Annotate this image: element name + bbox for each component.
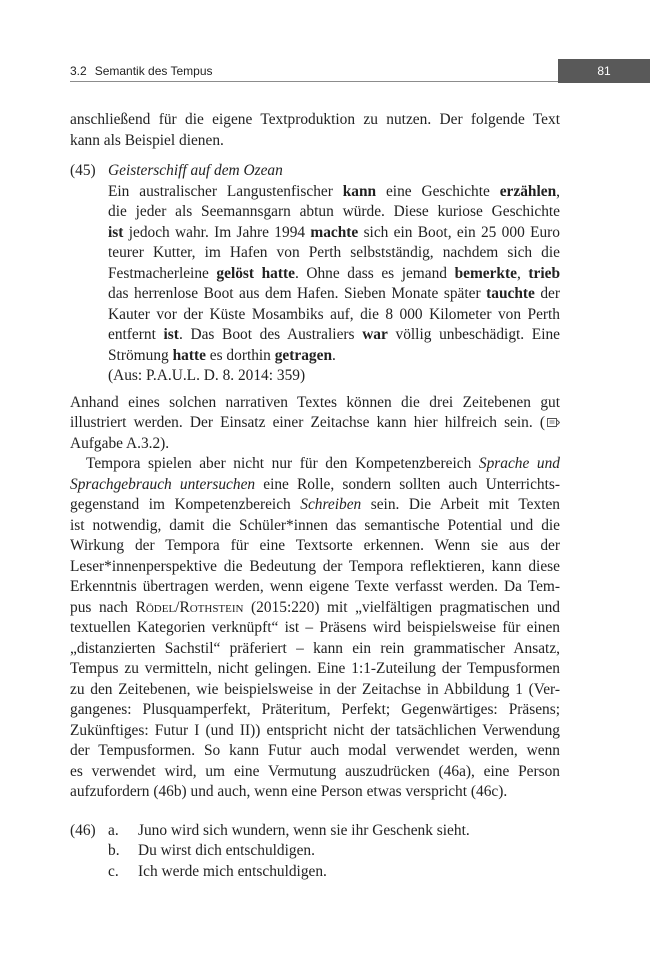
example-46	[70, 821, 560, 883]
section-title: Semantik des Tempus	[94, 64, 213, 78]
item-letter: a.	[108, 821, 119, 839]
item-text: Du wirst dich entschuldigen.	[138, 842, 315, 859]
text-line: Festmacherleine gelöst hatte. Ohne dass es jemand bemerkte, trieb	[108, 264, 560, 282]
text-line-content: illustriert werden. Der Einsatz einer Zeitachse kann hier hilfreich sein. (	[70, 414, 545, 431]
text-line: Erkenntnis übertragen werden, wenn eigene Texte verfasst werden. Da Tem-	[70, 578, 560, 595]
text-line: die jeder als Seemannsgarn abtun würde. Diese kuriose Geschichte	[108, 203, 560, 220]
section-number: 3.2	[70, 64, 87, 78]
text-line: gegenstand im Kompetenzbereich Schreiben sein. Die Arbeit mit Texten	[70, 496, 560, 513]
example-45-body	[108, 161, 560, 387]
item-letter: c.	[108, 862, 119, 880]
text-line	[70, 413, 560, 434]
text-line: Tempora spielen aber nicht nur für den Kompetenzbereich Sprache und	[86, 455, 560, 472]
intro-paragraph	[70, 110, 560, 151]
example-item	[70, 821, 560, 842]
body-text	[70, 110, 560, 882]
example-title: Geisterschiff auf dem Ozean	[108, 162, 283, 179]
text-line: Kauter vor der Küste Mosambiks auf, die 8 000 Kilometer von Perth	[108, 305, 560, 323]
text-line: entfernt ist. Das Boot des Australiers war völlig unbeschädigt. Eine	[108, 326, 560, 343]
book-reference-icon[interactable]	[547, 414, 560, 425]
example-number: (46)	[70, 821, 96, 839]
header-rule	[70, 81, 558, 82]
text-line: ist jedoch wahr. Im Jahre 1994 machte sich ein Boot, ein 25 000 Euro	[108, 223, 560, 241]
text-line: Strömung hatte es dorthin getragen.	[108, 346, 336, 364]
text-line: textuellen Kategorien verknüpft“ ist – Präsens wird beispielsweise für einen	[70, 619, 560, 636]
page-number: 81	[597, 64, 611, 78]
example-item	[70, 841, 560, 862]
example-number: (45)	[70, 162, 96, 179]
text-line: Tempus zu vermitteln, nicht gelingen. Eine 1:1-Zuteilung der Tempusformen	[70, 660, 560, 677]
example-item	[70, 862, 560, 883]
running-head	[70, 60, 558, 82]
item-text: Ich werde mich entschuldigen.	[138, 862, 327, 880]
text-line: ist notwendig, damit die Schüler*innen das semantische Potential und die	[70, 516, 560, 534]
example-45	[70, 161, 560, 387]
text-line: zu den Zeitebenen, wie beispielsweise in der Zeitachse in Abbildung 1 (Ver-	[70, 680, 560, 698]
text-line: Zukünftiges: Futur I (und II)) entspricht nicht der tatsächlichen Verwendung	[70, 721, 560, 739]
text-line: pus nach Rödel/Rothstein (2015:220) mit „vielfältigen pragmatischen und	[70, 598, 560, 616]
text-line: Ein australischer Langustenfischer kann eine Geschichte erzählen,	[108, 182, 560, 200]
text-line: Sprachgebrauch untersuchen eine Rolle, sondern sollten auch Unterrichts-	[70, 475, 560, 493]
text-line: gangenes: Plusquamperfekt, Präteritum, Perfekt; Gegenwärtiges: Präsens;	[70, 701, 560, 718]
page-number-tab	[558, 59, 650, 83]
example-source: (Aus: P.A.U.L. D. 8. 2014: 359)	[108, 367, 306, 384]
text-line: aufzufordern (46b) und auch, wenn eine Person etwas verspricht (46c).	[70, 783, 508, 800]
text-line: es verwendet wird, um eine Vermutung auszudrücken (46a), eine Person	[70, 762, 560, 780]
text-line: anschließend für die eigene Textproduktion zu nutzen. Der folgende Text	[70, 111, 560, 128]
text-line: Anhand eines solchen narrativen Textes können die drei Zeitebenen gut	[70, 393, 560, 411]
text-line: Wirkung der Tempora für eine Textsorte erkennen. Wenn sie aus der	[70, 537, 560, 554]
item-text: Juno wird sich wundern, wenn sie ihr Geschenk sieht.	[138, 821, 470, 839]
text-line: teurer Kutter, im Hafen von Perth selbstständig, nachdem sich die	[108, 244, 560, 261]
text-line: das herrenlose Boot aus dem Hafen. Sieben Monate später tauchte der	[108, 285, 560, 302]
paragraph-tempora	[70, 454, 560, 803]
text-line: der Tempusformen. So kann Futur auch modal verwendet werden, wenn	[70, 742, 560, 759]
text-line: Aufgabe A.3.2).	[70, 434, 170, 452]
item-letter: b.	[108, 842, 120, 859]
text-line: Leser*innenperspektive die Bedeutung der Tempora reflektieren, kann diese	[70, 557, 560, 575]
text-line: „distanzierten Sachstil“ präferiert – kann ein rein grammatischer Ansatz,	[70, 639, 560, 657]
text-line: kann als Beispiel dienen.	[70, 131, 224, 149]
paragraph-timeline	[70, 393, 560, 455]
